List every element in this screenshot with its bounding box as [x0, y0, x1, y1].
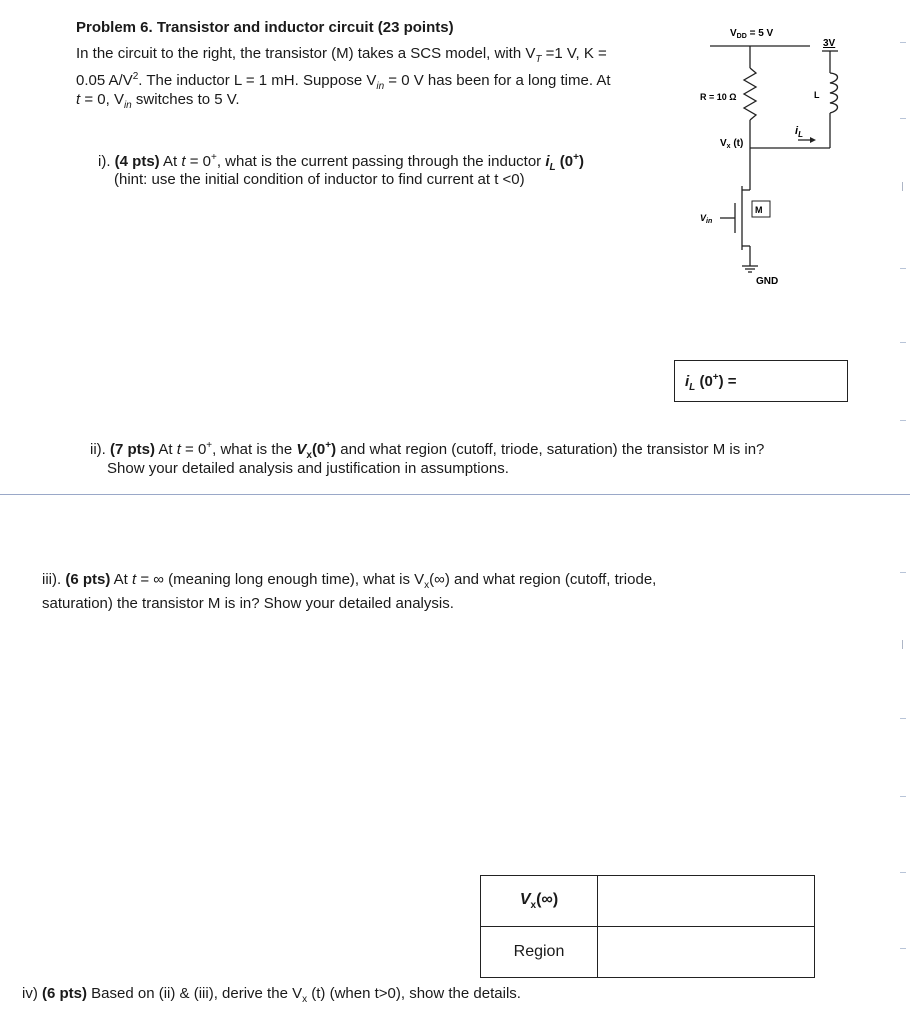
table-vx-label: [481, 876, 598, 927]
part-i-il: i: [545, 153, 550, 170]
part-iii-answer-table: [480, 875, 815, 978]
current-label: $i_L$: [795, 125, 803, 139]
resistor-symbol: [744, 68, 756, 120]
part-ii-label: ii).: [90, 441, 110, 458]
part-i-t: t: [181, 153, 186, 170]
margin-mark: [900, 718, 906, 719]
part-i-text-e: ): [578, 153, 584, 170]
margin-mark: [900, 796, 906, 797]
margin-mark: [900, 948, 906, 949]
part-ii-t: t: [176, 441, 181, 458]
table-region-label: Region: [481, 927, 598, 978]
margin-mark: [900, 420, 906, 421]
table-row: [481, 927, 815, 978]
part-ii-vx: V: [296, 441, 307, 458]
vdd-label: $V_{DD} = 5$ V: [730, 28, 774, 40]
current-arrow-head: [810, 137, 816, 143]
part-i-sup-2: +: [573, 152, 579, 163]
margin-mark: [902, 640, 903, 649]
resistor-label: R = 10 Ω: [700, 92, 737, 102]
margin-mark: [900, 572, 906, 573]
part-iii-vx-sub: x: [424, 580, 430, 591]
inductor-symbol: [830, 73, 838, 113]
t-symbol: t: [76, 91, 81, 108]
gnd-label: GND: [756, 276, 779, 287]
vin-subscript-2: in: [123, 100, 132, 111]
margin-mark: [900, 872, 906, 873]
part-iv-vx-sub: x: [302, 994, 308, 1005]
part-iv-label: iv): [22, 985, 42, 1002]
part-i-text-d: (0: [555, 153, 574, 170]
source-3v-label: 3V: [823, 38, 836, 49]
table-vx: V: [519, 890, 531, 908]
part-i-points: (4 pts): [114, 153, 160, 170]
margin-mark: [902, 182, 903, 191]
part-i-sup: +: [210, 152, 217, 163]
part-ii-text-b: = 0: [180, 441, 207, 458]
inductor-label: L: [814, 90, 820, 100]
part-i-text-b: = 0: [185, 153, 211, 170]
part-iv-text-a: Based on (ii) & (iii), derive the V: [87, 985, 303, 1002]
part-ii-vx-arg: (0: [311, 441, 326, 458]
part-ii-text-c: , what is the: [212, 441, 297, 458]
part-iii-question: [42, 570, 656, 595]
table-region-answer-cell[interactable]: [598, 927, 815, 978]
k-value: 0.05 A/V: [76, 72, 133, 89]
part-iv-points: (6 pts): [42, 985, 87, 1002]
problem-title: Problem 6. Transistor and inductor circuit (23 points): [76, 19, 454, 36]
circuit-diagram: [690, 18, 890, 293]
part-iii-t: t: [132, 571, 137, 588]
table-row: [481, 876, 815, 927]
part-iii-text-b: = ∞ (meaning long enough time), what is V: [136, 571, 425, 588]
margin-mark: [900, 42, 906, 43]
switch-text: = 0, V: [80, 91, 124, 108]
part-ii-points: (7 pts): [110, 441, 155, 458]
part-ii-vx-arg-end: ): [331, 441, 337, 458]
part-ii-text-d: and what region (cutoff, triode, saturation) the transistor M is in?: [336, 441, 765, 458]
part-i-hint: (hint: use the initial condition of inductor to find current at t <0): [114, 171, 525, 188]
vx-label: $V_x$ (t): [720, 138, 744, 150]
problem-intro-line3: [76, 90, 240, 115]
part-iii-line2: saturation) the transistor M is in? Show your detailed analysis.: [42, 595, 454, 612]
answer-sub: L: [689, 382, 696, 393]
transistor-label: M: [755, 205, 763, 215]
table-vx-sub: x: [530, 900, 537, 912]
switch-text-end: switches to 5 V.: [131, 91, 240, 108]
intro-text: In the circuit to the right, the transistor (M) takes a SCS model, with V: [76, 45, 536, 62]
answer-end: ) =: [718, 373, 737, 390]
vt-value: =1 V, K =: [541, 45, 607, 62]
part-ii-vx-sub: x: [306, 450, 312, 461]
part-iv-question: [22, 984, 521, 1009]
answer-rest: (0: [695, 373, 713, 390]
part-i-label: i).: [98, 153, 115, 170]
table-vx-answer-cell[interactable]: [598, 876, 815, 927]
part-iii-label: iii).: [42, 571, 66, 588]
k-superscript: 2: [132, 71, 139, 82]
part-i-text-c: , what is the current passing through the inductor: [216, 153, 546, 170]
part-iii-points: (6 pts): [65, 571, 111, 588]
part-iv-text-b: (t) (when t>0), show the details.: [307, 985, 521, 1002]
part-i-answer-box[interactable]: [674, 360, 848, 402]
margin-mark: [900, 268, 906, 269]
part-iii-text-c: (∞) and what region (cutoff, triode,: [429, 571, 657, 588]
vin-text: = 0 V has been for a long time. At: [384, 72, 611, 89]
answer-i: i: [685, 373, 690, 390]
table-vx-arg: (∞): [536, 890, 559, 908]
page-divider: [0, 494, 910, 495]
vin-label: $V_{in}$: [700, 213, 713, 225]
part-i-text-a: At: [159, 153, 182, 170]
margin-mark: [900, 342, 906, 343]
part-ii-line2: Show your detailed analysis and justification in assumptions.: [107, 460, 509, 477]
inductor-text: . The inductor L = 1 mH. Suppose V: [138, 72, 377, 89]
part-i-il-sub: L: [549, 162, 556, 173]
margin-mark: [900, 118, 906, 119]
part-ii-sup-2: +: [325, 440, 332, 451]
part-ii-sup: +: [206, 440, 213, 451]
part-ii-text-a: At: [155, 441, 177, 458]
problem-intro-line1: [76, 44, 607, 69]
vin-subscript: in: [376, 81, 385, 92]
vt-subscript: T: [535, 54, 542, 65]
answer-sup: +: [712, 372, 719, 383]
part-i-answer-label: [685, 372, 737, 393]
part-iii-text-a: At: [110, 571, 133, 588]
